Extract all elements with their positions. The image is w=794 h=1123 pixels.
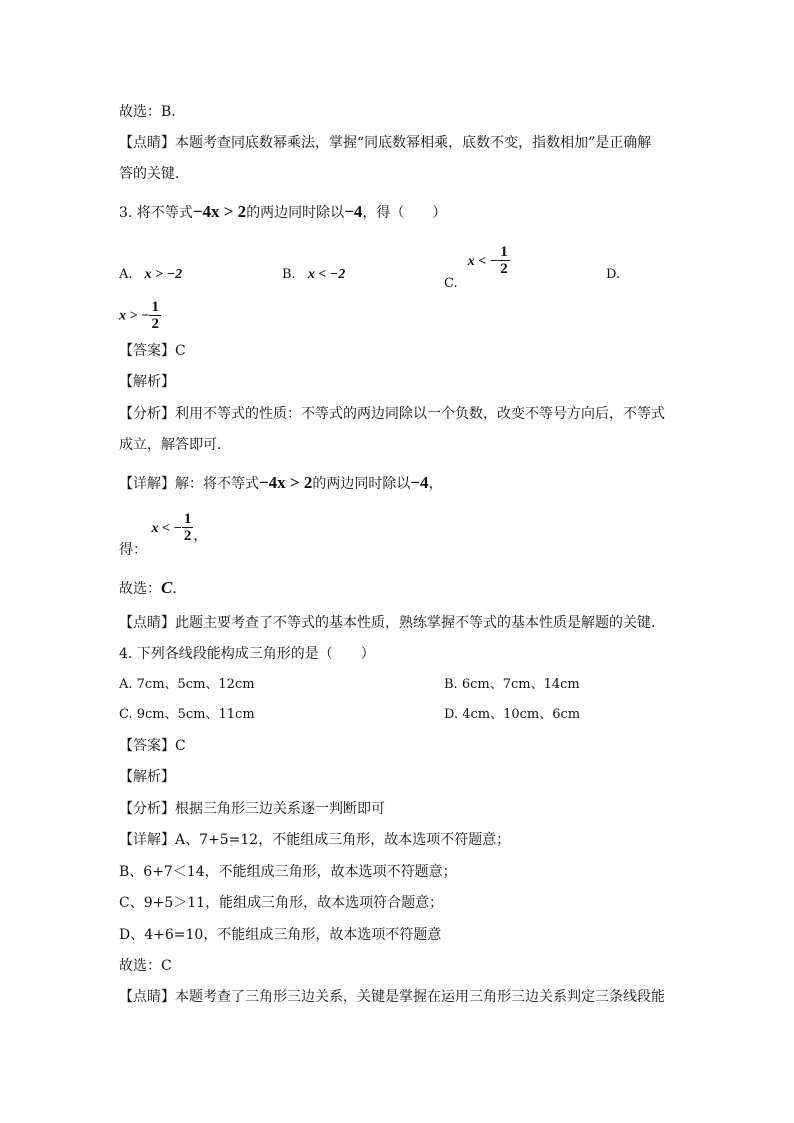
q3-analysis: 【分析】利用不等式的性质：不等式的两边同除以一个负数，改变不等号方向后，不等式 (119, 406, 665, 422)
q3-option-d-expr (119, 300, 161, 332)
text: ． (172, 581, 187, 597)
q4-detail-c: C、9+5＞11，能组成三角形，故本选项符合题意； (119, 895, 444, 911)
fraction (498, 245, 510, 277)
q4-option-d: D. 4cm、10cm、6cm (444, 707, 581, 722)
denominator: 2 (500, 261, 508, 277)
q3-choice (119, 578, 186, 599)
choice-letter: C (161, 578, 173, 597)
text: 【详解】解：将不等式 (119, 476, 259, 492)
option-expr: x < − (467, 253, 499, 269)
comment-line: 【点睛】本题考查同底数幂乘法，掌握“同底数幂相乘，底数不变，指数相加”是正确解 (119, 135, 652, 151)
q4-analysis: 【分析】根据三角形三边关系逐一判断即可 (119, 801, 385, 817)
q3-result (119, 511, 208, 558)
comment-line-cont: 答的关键． (119, 166, 189, 182)
q3-mid: 的两边同时除以 (246, 205, 345, 221)
option-expr: x > − (119, 308, 150, 324)
inequality: −4x > 2 (259, 473, 313, 492)
q3-suffix: ，得（ ） (362, 205, 447, 221)
text: 故选： (119, 581, 161, 597)
q3-jiexi: 【解析】 (119, 374, 175, 390)
q3-option-b (282, 266, 345, 284)
q4-comment: 【点睛】本题考查了三角形三边关系，关键是掌握在运用三角形三边关系判定三条线段能 (119, 989, 665, 1005)
q4-detail-b: B、6+7＜14，不能组成三角形，故本选项不符题意； (119, 864, 457, 880)
q3-option-c (444, 244, 510, 291)
denominator: 2 (151, 316, 159, 332)
fraction (149, 300, 161, 332)
q3-divisor: −4 (344, 202, 363, 221)
q3-analysis-cont: 成立，解答即可． (119, 437, 231, 453)
q3-detail (119, 473, 443, 494)
numerator: 1 (151, 299, 159, 315)
q3-answer: 【答案】C (119, 343, 186, 359)
q4-option-b: B. 6cm、7cm、14cm (444, 677, 580, 692)
q4-jiexi: 【解析】 (119, 769, 175, 785)
q4-detail-d: D、4+6=10，不能组成三角形，故本选项不符题意 (119, 927, 442, 943)
q4-option-a: A. 7cm、5cm、12cm (119, 677, 255, 692)
question-4: 4. 下列各线段能构成三角形的是（ ） (119, 646, 375, 662)
question-3 (119, 202, 446, 223)
q3-option-a (119, 266, 182, 284)
text: ， (193, 528, 208, 544)
option-expr: x > −2 (144, 267, 183, 282)
q3-option-d-label: D. (606, 267, 621, 282)
answer-line: 故选：B． (119, 104, 186, 120)
denominator: 2 (183, 528, 192, 544)
divisor: −4 (410, 473, 429, 492)
text: ， (428, 476, 443, 492)
text: 得： (119, 542, 147, 558)
q3-inequality: −4x > 2 (192, 202, 247, 221)
q4-answer: 【答案】C (119, 738, 186, 754)
fraction (182, 512, 194, 544)
expr: x < − (151, 521, 182, 536)
q3-comment: 【点睛】此题主要考查了不等式的基本性质，熟练掌握不等式的基本性质是解题的关键． (119, 615, 665, 631)
option-label: C. (444, 275, 458, 291)
option-expr: x < −2 (307, 267, 346, 282)
q4-choice: 故选：C (119, 958, 172, 974)
q3-prefix: 3. 将不等式 (119, 205, 193, 221)
option-label: A. (119, 267, 133, 282)
numerator: 1 (183, 511, 192, 527)
q4-option-c: C. 9cm、5cm、11cm (119, 707, 255, 722)
option-label: B. (282, 267, 296, 282)
q4-detail-a: 【详解】A、7+5=12，不能组成三角形，故本选项不符题意； (119, 832, 511, 848)
text: 的两边同时除以 (312, 476, 411, 492)
numerator: 1 (500, 244, 508, 260)
